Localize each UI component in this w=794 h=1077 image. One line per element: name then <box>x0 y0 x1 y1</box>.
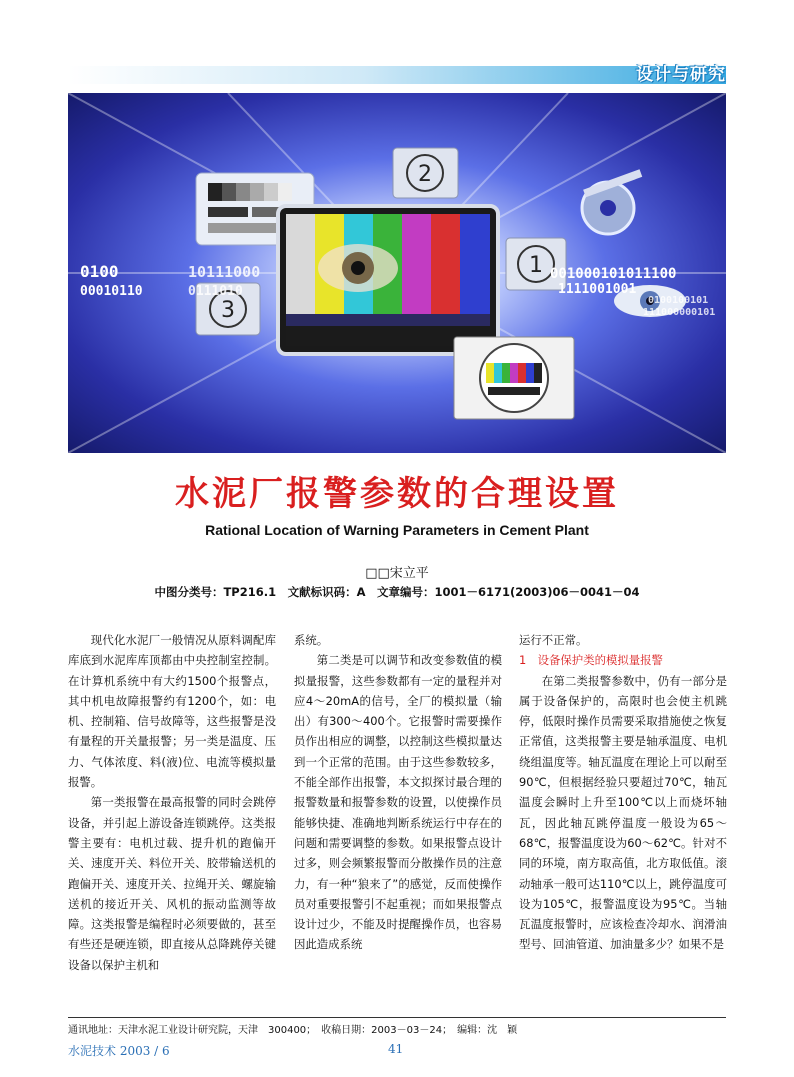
hero-svg <box>68 93 726 453</box>
binary-text: 0111010 <box>188 284 243 299</box>
body-column-2 <box>294 630 502 955</box>
author-line: □□宋立平 <box>365 566 429 581</box>
test-pattern-card <box>454 337 574 419</box>
body-column-1 <box>68 630 276 975</box>
binary-text: 00010110 <box>80 284 143 299</box>
color-bar-monitor <box>278 206 498 354</box>
classification-line: 中图分类号：TP216.1 文献标识码：A 文章编号：1001－6171(2003)06－0041－04 <box>154 585 640 599</box>
section-heading: 1 设备保护类的模拟量报警 <box>519 653 663 668</box>
binary-text: 0100 <box>80 262 119 281</box>
binary-text: 111000000101 <box>643 307 716 318</box>
binary-text: 1111001001 <box>558 282 637 297</box>
paragraph: 系统。 <box>294 633 329 647</box>
journal-name: 水泥技术 2003 / 6 <box>68 1044 170 1058</box>
binary-text: 0100100101 <box>648 295 709 306</box>
body-column-3 <box>519 630 727 955</box>
article-title-cn: 水泥厂报警参数的合理设置 <box>175 474 619 514</box>
article-title-en: Rational Location of Warning Parameters in Cement Plant <box>205 522 589 538</box>
paragraph: 现代化水泥厂一般情况从原料调配库库底到水泥库库顶都由中央控制室控制。在计算机系统中有大约1500个报警点，其中机电故障报警约有1200个，如：电机、控制箱、信号故障等，这些报警是没有量程的开关量报警；另一类是温度、压力、气体浓度、料(液)位、电流等模拟量报警。 <box>68 633 276 790</box>
footer-rule <box>68 1017 726 1018</box>
paragraph: 在第二类报警参数中，仍有一部分是属于设备保护的，高限时也会使主机跳停，低限时操作员需要采取措施使之恢复正常值，这类报警主要是轴承温度、电机绕组温度等。轴瓦温度在理论上可以耐至90℃，但根据经验只要超过70℃，轴瓦温度会瞬时上升至100℃以上而烧坏轴瓦，因此轴瓦跳停温度一般设为65～68℃，报警温度设为60～62℃。针对不同的环境，南方取高值，北方取低值。滚动轴承一般可达110℃以上，跳停温度可设为105℃，报警温度设为95℃。当轴瓦温度报警时，应该检查冷却水、润滑油型号、回油管道、加油量多少？如果不是 <box>519 673 727 952</box>
countdown-2-card <box>393 148 458 198</box>
header-gradient-bar <box>68 66 726 84</box>
countdown-2-label: 2 <box>418 162 432 187</box>
section-tag: 设计与研究 <box>636 65 726 85</box>
paragraph: 第一类报警在最高报警的同时会跳停设备，并引起上游设备连锁跳停。这类报警主要有：电机过载、提升机的跑偏开关、速度开关、料位开关、胶带输送机的跑偏开关、速度开关、拉绳开关、螺旋输送机的接近开关、风机的振动监测等故障。这类报警是编程时必须要做的，甚至有些还是硬连锁，即直接从总降跳停关键设备以保护主机和 <box>68 795 276 972</box>
countdown-1-card <box>506 238 566 290</box>
binary-text: 10111000 <box>188 263 261 281</box>
countdown-1-label: 1 <box>529 253 543 278</box>
paragraph: 运行不正常。 <box>519 633 588 647</box>
footer-note: 通讯地址：天津水泥工业设计研究院，天津 300400； 收稿日期：2003－03－24； 编辑：沈 颖 <box>68 1025 518 1036</box>
paragraph: 第二类是可以调节和改变参数值的模拟量报警，这些参数都有一定的量程并对应4～20mA的信号，全厂的模拟量（输出）有300～400个。它报警时需要操作员作出相应的调整，以控制这些模拟量达到一个正常的范围。由于这些参数较多，不能全部作出报警，本文拟探讨最合理的报警数量和报警参数的设置，以使操作员能够快捷、准确地判断系统运行中存在的问题和需要调整的参数。如果报警点设计过多，则会频繁报警而分散操作员的注意力，有一种“狼来了”的感觉，反而使操作员对重要报警引不起重视；而如果报警点设计过少，不能及时提醒操作员，也容易因此造成系统 <box>294 653 502 952</box>
page-number: 41 <box>388 1042 404 1056</box>
countdown-3-label: 3 <box>221 298 235 323</box>
hero-illustration <box>68 93 726 453</box>
binary-text: 001000101011100 <box>550 266 677 282</box>
film-reel-icon <box>582 169 642 234</box>
